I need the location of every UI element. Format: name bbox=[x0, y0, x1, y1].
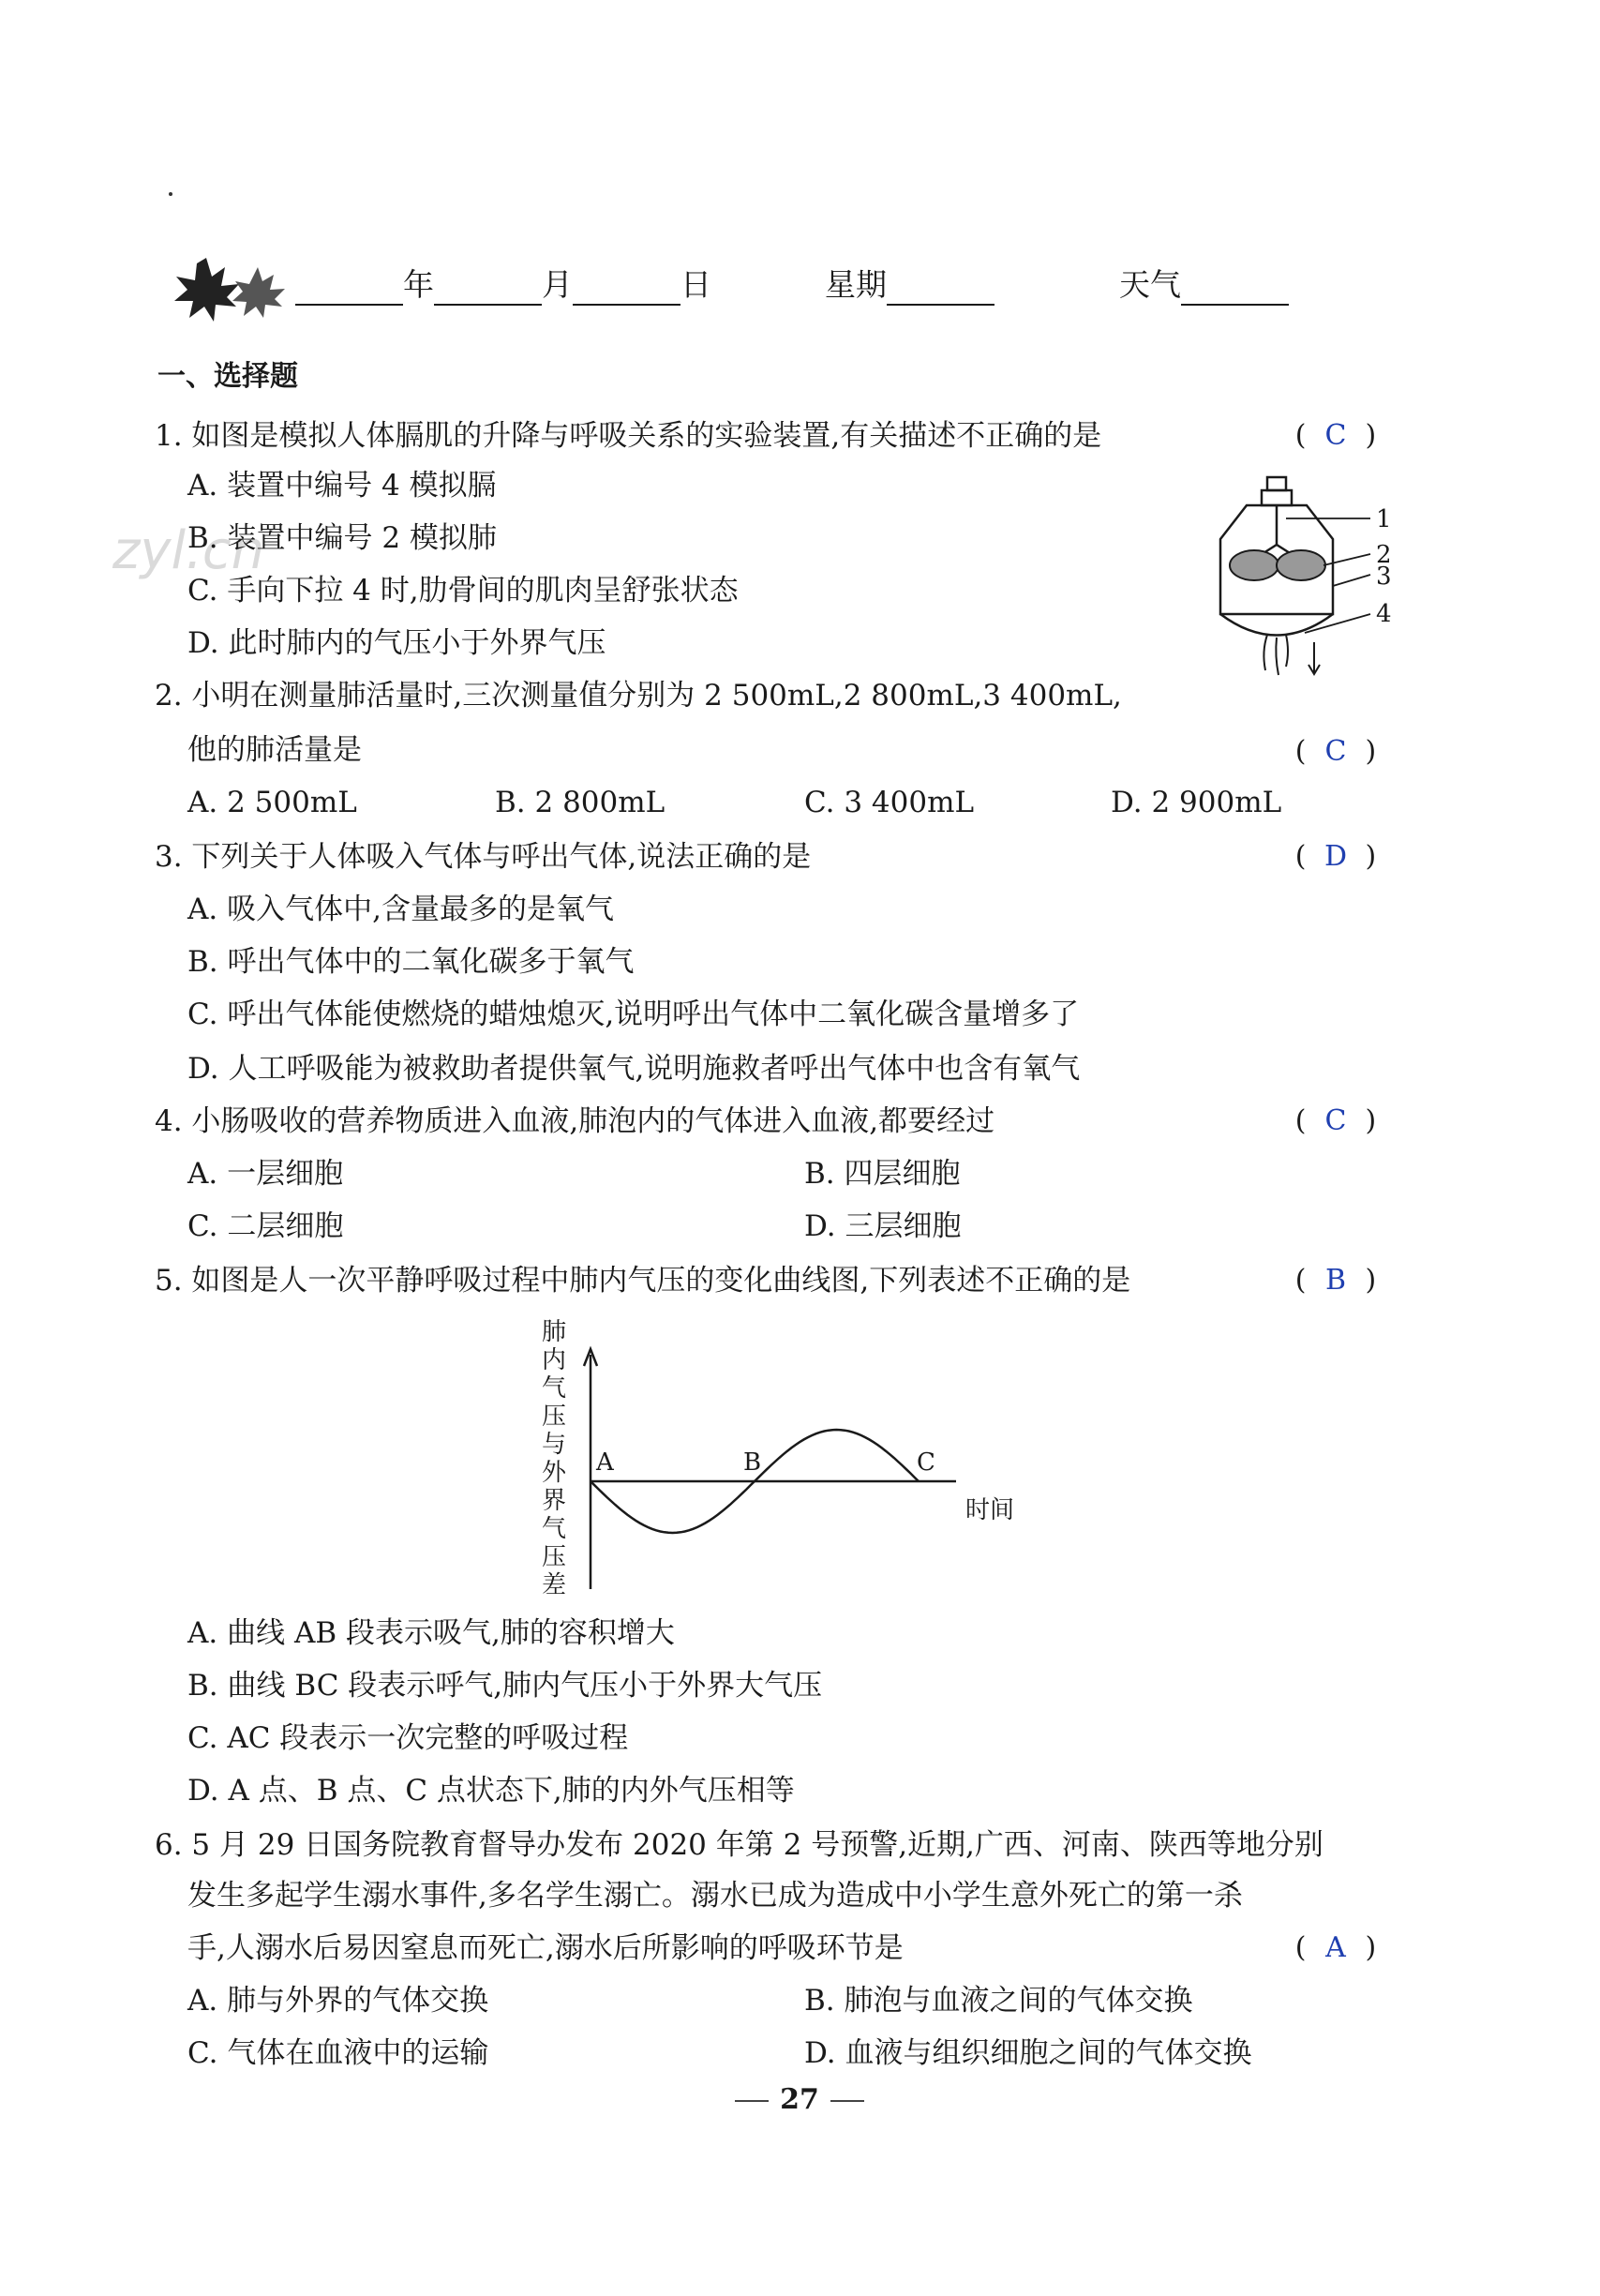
question-1-stem: 1. 如图是模拟人体膈肌的升降与呼吸关系的实验装置,有关描述不正确的是 bbox=[155, 419, 1102, 453]
weather-blank[interactable] bbox=[1181, 276, 1289, 306]
question-5-option-b: B. 曲线 BC 段表示呼气,肺内气压小于外界大气压 bbox=[187, 1669, 823, 1703]
date-header bbox=[295, 264, 1289, 306]
question-5-answer: ( B ) bbox=[1294, 1264, 1377, 1297]
question-2-option-b: B. 2 800mL bbox=[495, 786, 665, 819]
page-number: 27 bbox=[706, 2083, 893, 2116]
bell-jar-figure bbox=[1200, 473, 1406, 684]
question-4-option-c: C. 二层细胞 bbox=[187, 1209, 344, 1243]
question-5-option-a: A. 曲线 AB 段表示吸气,肺的容积增大 bbox=[187, 1616, 675, 1650]
question-1-option-c: C. 手向下拉 4 时,肋骨间的肌肉呈舒张状态 bbox=[187, 574, 739, 608]
question-2-option-a: A. 2 500mL bbox=[187, 786, 357, 819]
question-1-option-a: A. 装置中编号 4 模拟膈 bbox=[187, 469, 497, 503]
question-6-option-a: A. 肺与外界的气体交换 bbox=[187, 1984, 489, 2018]
question-6-stem-line3: 手,人溺水后易因窒息而死亡,溺水后所影响的呼吸环节是 bbox=[187, 1931, 904, 1965]
question-4-option-b: B. 四层细胞 bbox=[804, 1157, 961, 1191]
weekday-blank[interactable] bbox=[887, 276, 994, 306]
figure-label-1: 1 bbox=[1376, 505, 1392, 533]
weather-label: 天气 bbox=[1119, 266, 1181, 303]
figure-label-2: 2 bbox=[1376, 541, 1392, 569]
watermark: zyl.cn bbox=[112, 520, 265, 581]
question-4-option-d: D. 三层细胞 bbox=[804, 1209, 962, 1243]
stray-dot bbox=[169, 192, 172, 196]
chart-x-axis-label: 时间 bbox=[965, 1496, 1015, 1524]
question-3-option-a: A. 吸入气体中,含量最多的是氧气 bbox=[187, 893, 614, 926]
month-label: 月 bbox=[542, 266, 573, 303]
question-6-option-d: D. 血液与组织细胞之间的气体交换 bbox=[804, 2036, 1252, 2070]
question-6-answer: ( A ) bbox=[1294, 1931, 1377, 1964]
year-label: 年 bbox=[403, 266, 434, 303]
question-3-option-c: C. 呼出气体能使燃烧的蜡烛熄灭,说明呼出气体中二氧化碳含量增多了 bbox=[187, 998, 1080, 1031]
question-3-option-b: B. 呼出气体中的二氧化碳多于氧气 bbox=[187, 945, 635, 979]
pressure-curve-chart bbox=[525, 1308, 1050, 1608]
day-blank[interactable] bbox=[573, 276, 680, 306]
section-title: 一、选择题 bbox=[157, 360, 298, 393]
question-3-option-d: D. 人工呼吸能为被救助者提供氧气,说明施救者呼出气体中也含有氧气 bbox=[187, 1052, 1081, 1086]
weekday-label: 星期 bbox=[825, 266, 887, 303]
figure-label-3: 3 bbox=[1376, 563, 1392, 591]
figure-label-4: 4 bbox=[1376, 600, 1392, 628]
question-2-stem-line2: 他的肺活量是 bbox=[187, 733, 362, 767]
question-6-stem-line2: 发生多起学生溺水事件,多名学生溺亡。溺水已成为造成中小学生意外死亡的第一杀 bbox=[187, 1879, 1243, 1913]
question-2-stem-line1: 2. 小明在测量肺活量时,三次测量值分别为 2 500mL,2 800mL,3 400mL, bbox=[155, 679, 1122, 713]
maple-leaf-icon bbox=[150, 239, 300, 333]
question-6-option-c: C. 气体在血液中的运输 bbox=[187, 2036, 489, 2070]
chart-point-label-b: B bbox=[743, 1448, 762, 1477]
chart-point-label-a: A bbox=[596, 1448, 614, 1477]
question-5-option-d: D. A 点、B 点、C 点状态下,肺的内外气压相等 bbox=[187, 1774, 795, 1808]
question-4-answer: ( C ) bbox=[1294, 1104, 1377, 1137]
question-5-option-c: C. AC 段表示一次完整的呼吸过程 bbox=[187, 1721, 629, 1755]
question-3-stem: 3. 下列关于人体吸入气体与呼出气体,说法正确的是 bbox=[155, 840, 812, 874]
question-1-option-d: D. 此时肺内的气压小于外界气压 bbox=[187, 626, 606, 660]
year-blank[interactable] bbox=[295, 276, 403, 306]
question-5-stem: 5. 如图是人一次平静呼吸过程中肺内气压的变化曲线图,下列表述不正确的是 bbox=[155, 1264, 1131, 1298]
chart-y-axis-label: 肺内气压与外界气压差 bbox=[542, 1318, 567, 1599]
question-4-option-a: A. 一层细胞 bbox=[187, 1157, 344, 1191]
month-blank[interactable] bbox=[434, 276, 542, 306]
question-6-stem-line1: 6. 5 月 29 日国务院教育督导办发布 2020 年第 2 号预警,近期,广西、河南、陕西等地分别 bbox=[155, 1828, 1323, 1862]
question-1-option-b: B. 装置中编号 2 模拟肺 bbox=[187, 521, 497, 555]
day-label: 日 bbox=[680, 266, 711, 303]
question-4-stem: 4. 小肠吸收的营养物质进入血液,肺泡内的气体进入血液,都要经过 bbox=[155, 1104, 995, 1138]
question-2-option-d: D. 2 900mL bbox=[1111, 786, 1282, 819]
question-3-answer: ( D ) bbox=[1294, 840, 1377, 873]
question-1-answer: ( C ) bbox=[1294, 419, 1377, 452]
chart-point-label-c: C bbox=[917, 1448, 935, 1477]
question-6-option-b: B. 肺泡与血液之间的气体交换 bbox=[804, 1984, 1193, 2018]
question-2-answer: ( C ) bbox=[1294, 735, 1377, 768]
question-2-option-c: C. 3 400mL bbox=[804, 786, 975, 819]
